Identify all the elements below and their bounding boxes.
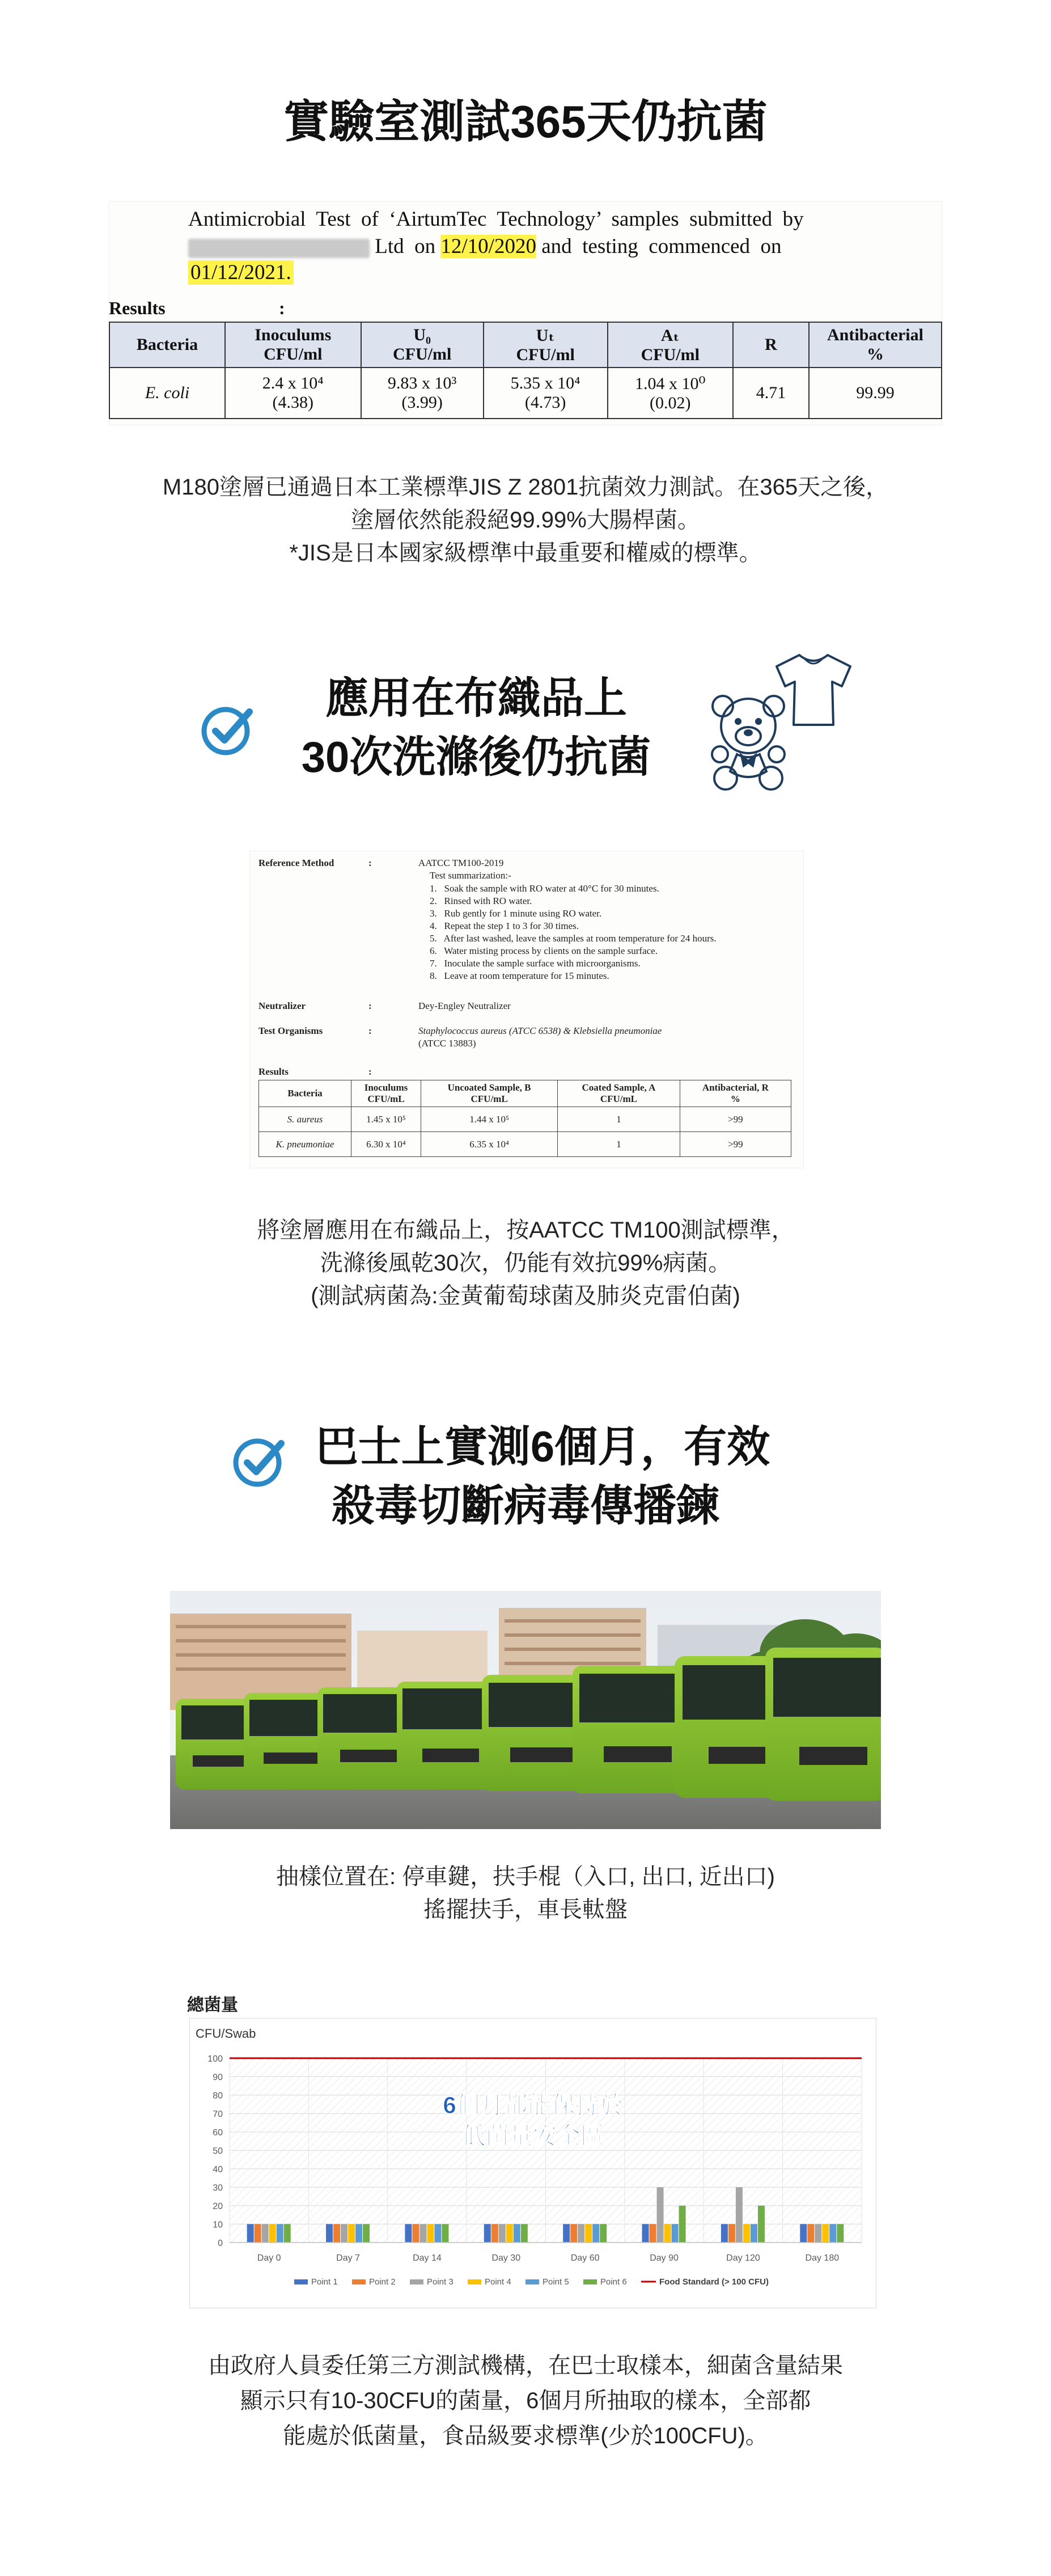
bar-point-4 bbox=[427, 2224, 434, 2243]
header-cell: Uncoated Sample, B CFU/mL bbox=[421, 1080, 558, 1107]
report-line-2 bbox=[188, 234, 782, 259]
x-tick-label: Day 30 bbox=[491, 2253, 521, 2263]
table-cell: 2.4 x 10⁴ (4.38) bbox=[225, 368, 361, 419]
table-cell: K. pneumoniae bbox=[259, 1132, 351, 1157]
step-item: 2. Rinsed with RO water. bbox=[430, 896, 532, 906]
t-shirt-icon bbox=[771, 647, 856, 732]
y-tick-label: 60 bbox=[213, 2128, 223, 2138]
table-cell: >99 bbox=[680, 1107, 791, 1132]
header-cell: Antibacterial, R % bbox=[680, 1080, 791, 1107]
header-cell: R bbox=[733, 322, 809, 368]
y-tick-label: 40 bbox=[213, 2165, 223, 2174]
annotation-line: 6個月都能保持於 bbox=[443, 2092, 623, 2118]
report-line-2-pre: Ltd on bbox=[375, 235, 436, 258]
y-tick-label: 10 bbox=[213, 2220, 223, 2230]
legend-swatch bbox=[410, 2279, 423, 2284]
bar-point-3 bbox=[657, 2188, 664, 2243]
step-item: 5. After last washed, leave the samples at room temperature for 24 hours. bbox=[430, 933, 717, 944]
section3-description bbox=[0, 1860, 1051, 1926]
bar-point-1 bbox=[721, 2224, 728, 2243]
header-cell: Aₜ CFU/ml bbox=[608, 322, 733, 368]
neutralizer-label: Neutralizer bbox=[258, 1000, 306, 1011]
step-item: 8. Leave at room temperature for 15 minutes. bbox=[430, 970, 609, 981]
table-row bbox=[259, 1107, 791, 1132]
step-item: 3. Rub gently for 1 minute using RO water. bbox=[430, 908, 602, 919]
section4-description bbox=[0, 2348, 1051, 2453]
x-tick-label: Day 90 bbox=[650, 2253, 679, 2263]
step-item: 7. Inoculate the sample surface with microorganisms. bbox=[430, 958, 641, 969]
bar-point-1 bbox=[642, 2224, 649, 2243]
legend-swatch bbox=[468, 2279, 481, 2284]
section2-description bbox=[0, 1214, 1051, 1312]
organisms-label: Test Organisms bbox=[258, 1025, 323, 1036]
header-cell: Coated Sample, A CFU/mL bbox=[558, 1080, 680, 1107]
neutralizer-colon: : bbox=[368, 1000, 372, 1011]
bar-point-4 bbox=[585, 2224, 592, 2243]
bar-point-3 bbox=[736, 2188, 743, 2243]
table-row bbox=[259, 1132, 791, 1157]
bar-point-1 bbox=[484, 2224, 491, 2243]
table-cell: 9.83 x 10³ (3.99) bbox=[361, 368, 484, 419]
legend-label: Food Standard (> 100 CFU) bbox=[659, 2277, 769, 2287]
bus-depot-photo bbox=[170, 1591, 881, 1829]
bar-point-2 bbox=[412, 2224, 419, 2243]
legend-label: Point 2 bbox=[369, 2277, 396, 2287]
ref-colon: : bbox=[368, 858, 372, 868]
table-cell: >99 bbox=[680, 1132, 791, 1157]
header-cell: Uₜ CFU/ml bbox=[484, 322, 608, 368]
table-cell: 1.44 x 10⁵ bbox=[421, 1107, 558, 1132]
section2-title-line1: 應用在布織品上 bbox=[325, 674, 627, 723]
bar-point-1 bbox=[800, 2224, 807, 2243]
legend-swatch bbox=[583, 2279, 597, 2284]
results-label-2: Results bbox=[258, 1066, 289, 1077]
table-cell: 4.71 bbox=[733, 368, 809, 419]
bar-point-5 bbox=[829, 2224, 836, 2243]
bar-point-1 bbox=[326, 2224, 333, 2243]
bar-point-2 bbox=[728, 2224, 735, 2243]
bar-point-2 bbox=[570, 2224, 577, 2243]
ref-method-label: Reference Method bbox=[258, 858, 334, 868]
y-tick-label: 20 bbox=[213, 2202, 223, 2211]
jis-report-excerpt bbox=[109, 201, 942, 425]
report-line-2-post: and testing commenced on bbox=[541, 235, 782, 258]
bar-point-2 bbox=[650, 2224, 656, 2243]
bar-point-5 bbox=[672, 2224, 679, 2243]
bar-point-3 bbox=[815, 2224, 821, 2243]
bar-point-3 bbox=[262, 2224, 269, 2243]
section1-title: 實驗室測試365天仍抗菌 bbox=[283, 96, 768, 147]
legend-label: Point 3 bbox=[427, 2277, 454, 2287]
bar-point-6 bbox=[600, 2224, 607, 2243]
y-tick-label: 70 bbox=[213, 2109, 223, 2119]
desc-line: 顯示只有10-30CFU的菌量，6個月所抽取的樣本，全部都 bbox=[240, 2388, 811, 2413]
desc-line: (測試病菌為:金黃葡萄球菌及肺炎克雷伯菌) bbox=[311, 1283, 740, 1308]
header-cell: Inoculums CFU/mL bbox=[351, 1080, 421, 1107]
table-cell: S. aureus bbox=[259, 1107, 351, 1132]
legend-swatch bbox=[352, 2279, 366, 2284]
bar-point-2 bbox=[807, 2224, 814, 2243]
bar-point-5 bbox=[355, 2224, 362, 2243]
table-cell: 6.35 x 10⁴ bbox=[421, 1132, 558, 1157]
table-cell: E. coli bbox=[109, 368, 225, 419]
bar-point-3 bbox=[419, 2224, 426, 2243]
aatcc-results-table bbox=[258, 1080, 791, 1157]
bar-point-5 bbox=[592, 2224, 599, 2243]
legend-swatch bbox=[526, 2279, 539, 2284]
check-circle-icon bbox=[200, 700, 256, 757]
redacted-company bbox=[188, 239, 370, 258]
bar-point-1 bbox=[247, 2224, 254, 2243]
x-tick-label: Day 14 bbox=[413, 2253, 442, 2263]
y-tick-label: 30 bbox=[213, 2183, 223, 2193]
desc-line: 搖擺扶手，車長軚盤 bbox=[423, 1897, 628, 1922]
ref-method-value: AATCC TM100-2019 bbox=[418, 858, 504, 868]
bar-point-4 bbox=[348, 2224, 355, 2243]
chart-annotation bbox=[190, 2090, 876, 2151]
bar-point-4 bbox=[743, 2224, 750, 2243]
chart-title: 總菌量 bbox=[187, 1996, 238, 2015]
bar-point-2 bbox=[491, 2224, 498, 2243]
organisms-value-2: (ATCC 13883) bbox=[418, 1038, 476, 1049]
y-tick-label: 80 bbox=[213, 2091, 223, 2101]
chart-plot bbox=[190, 2018, 876, 2308]
commence-date: 01/12/2021. bbox=[188, 260, 294, 285]
legend-label: Point 1 bbox=[311, 2277, 338, 2287]
annotation-line: 低菌量安全區 bbox=[461, 2122, 604, 2149]
table-cell: 1 bbox=[558, 1107, 680, 1132]
jis-results-table bbox=[109, 322, 942, 419]
legend-label: Point 6 bbox=[600, 2277, 627, 2287]
section1-description bbox=[0, 471, 1051, 569]
bar-point-3 bbox=[578, 2224, 584, 2243]
bar-point-2 bbox=[255, 2224, 261, 2243]
bar-point-6 bbox=[363, 2224, 370, 2243]
table-cell: 99.99 bbox=[809, 368, 942, 419]
x-tick-label: Day 0 bbox=[257, 2253, 281, 2263]
section2-title bbox=[261, 669, 692, 787]
table-header-row bbox=[259, 1080, 791, 1107]
summary-label: Test summarization:- bbox=[430, 870, 511, 881]
bar-point-5 bbox=[434, 2224, 441, 2243]
aatcc-report-excerpt bbox=[249, 851, 804, 1168]
legend-label: Point 4 bbox=[485, 2277, 511, 2287]
header-cell: Bacteria bbox=[259, 1080, 351, 1107]
bar-point-4 bbox=[506, 2224, 513, 2243]
desc-line: *JIS是日本國家級標準中最重要和權威的標準。 bbox=[289, 540, 762, 565]
y-tick-label: 0 bbox=[218, 2239, 223, 2248]
bar-point-6 bbox=[284, 2224, 291, 2243]
bar-point-2 bbox=[333, 2224, 340, 2243]
legend-label: Point 5 bbox=[543, 2277, 569, 2287]
table-row bbox=[109, 368, 942, 419]
bar-point-1 bbox=[563, 2224, 570, 2243]
header-cell: U₀ CFU/ml bbox=[361, 322, 484, 368]
x-tick-label: Day 7 bbox=[336, 2253, 360, 2263]
bar-point-4 bbox=[269, 2224, 276, 2243]
y-tick-label: 50 bbox=[213, 2146, 223, 2156]
y-tick-label: 90 bbox=[213, 2072, 223, 2083]
bar-point-5 bbox=[751, 2224, 757, 2243]
step-item: 1. Soak the sample with RO water at 40°C for 30 minutes. bbox=[430, 883, 659, 894]
bar-point-3 bbox=[499, 2224, 506, 2243]
test-steps bbox=[430, 882, 717, 982]
table-cell: 1.45 x 10⁵ bbox=[351, 1107, 421, 1132]
table-cell: 6.30 x 10⁴ bbox=[351, 1132, 421, 1157]
step-item: 6. Water misting process by clients on the sample surface. bbox=[430, 945, 658, 956]
y-tick-label: 100 bbox=[207, 2054, 223, 2064]
report-line-1: Antimicrobial Test of ‘AirtumTec Technology’ samples submitted by bbox=[188, 208, 804, 231]
header-cell: Bacteria bbox=[109, 322, 225, 368]
desc-line: 由政府人員委任第三方測試機構，在巴士取樣本，細菌含量結果 bbox=[208, 2353, 843, 2378]
results-colon: : bbox=[279, 298, 285, 318]
table-cell: 5.35 x 10⁴ (4.73) bbox=[484, 368, 608, 419]
bar-point-6 bbox=[837, 2224, 844, 2243]
organisms-value: Staphylococcus aureus (ATCC 6538) & Klebsiella pneumoniae bbox=[418, 1025, 662, 1036]
bar-point-1 bbox=[405, 2224, 412, 2243]
bar-point-6 bbox=[521, 2224, 528, 2243]
neutralizer-value: Dey-Engley Neutralizer bbox=[418, 1000, 511, 1011]
desc-line: 將塗層應用在布織品上，按AATCC TM100測試標準， bbox=[257, 1218, 794, 1243]
desc-line: 塗層依然能殺絕99.99%大腸桿菌。 bbox=[351, 508, 700, 533]
bar-point-5 bbox=[514, 2224, 520, 2243]
section3-title bbox=[0, 1418, 1051, 1536]
results-colon-2: : bbox=[368, 1066, 372, 1077]
bar-point-6 bbox=[758, 2206, 765, 2243]
legend-swatch bbox=[294, 2279, 308, 2284]
submission-date: 12/10/2020 bbox=[440, 235, 536, 258]
header-cell: Antibacterial % bbox=[809, 322, 942, 368]
bar-point-6 bbox=[442, 2224, 448, 2243]
header-cell: Inoculums CFU/ml bbox=[225, 322, 361, 368]
bar-point-4 bbox=[822, 2224, 829, 2243]
results-label: Results bbox=[109, 298, 166, 318]
desc-line: M180塗層已通過日本工業標準JIS Z 2801抗菌效力測試。在365天之後， bbox=[162, 475, 889, 500]
table-header-row bbox=[109, 322, 942, 368]
x-tick-label: Day 120 bbox=[726, 2253, 760, 2263]
table-cell: 1.04 x 10⁰ (0.02) bbox=[608, 368, 733, 419]
desc-line: 洗滌後風乾30次，仍能有效抗99%病菌。 bbox=[320, 1251, 731, 1276]
bar-point-5 bbox=[277, 2224, 283, 2243]
desc-line: 抽樣位置在: 停車鍵，扶手棍（入口, 出口, 近出口) bbox=[276, 1864, 775, 1889]
table-cell: 1 bbox=[558, 1132, 680, 1157]
step-item: 4. Repeat the step 1 to 3 for 30 times. bbox=[430, 920, 579, 931]
section3-title-line1: 巴士上實測6個月，有效 bbox=[315, 1423, 770, 1471]
bar-point-3 bbox=[341, 2224, 347, 2243]
bar-point-6 bbox=[679, 2206, 686, 2243]
section2-title-line2: 30次洗滌後仍抗菌 bbox=[301, 733, 651, 782]
organisms-colon: : bbox=[368, 1025, 372, 1036]
x-tick-label: Day 180 bbox=[805, 2253, 840, 2263]
chart-ylabel: CFU/Swab bbox=[196, 2026, 256, 2041]
bar-point-4 bbox=[664, 2224, 671, 2243]
x-tick-label: Day 60 bbox=[570, 2253, 600, 2263]
section3-title-line2: 殺毒切斷病毒傳播鍊 bbox=[332, 1482, 719, 1530]
desc-line: 能處於低菌量，食品級要求標準(少於100CFU)。 bbox=[283, 2423, 768, 2448]
bacteria-chart bbox=[189, 2018, 876, 2308]
